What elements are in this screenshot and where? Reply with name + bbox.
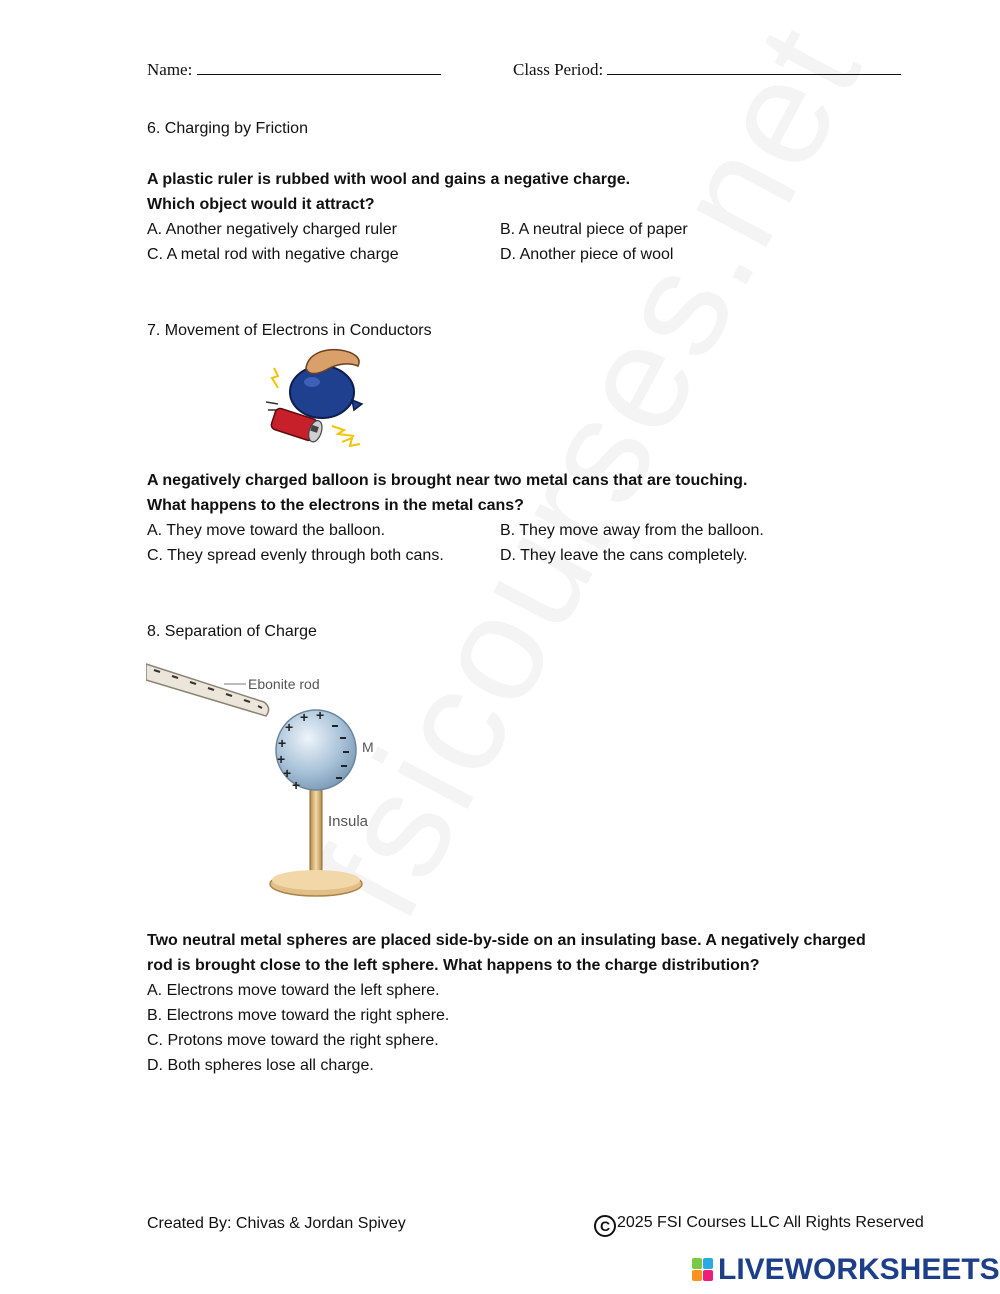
liveworksheets-wordmark: LIVEWORKSHEETS — [718, 1253, 1000, 1286]
svg-text:+: + — [277, 751, 286, 767]
name-input-line[interactable] — [197, 60, 441, 75]
q8-option-b[interactable]: B. Electrons move toward the right sphere. — [147, 1007, 450, 1024]
q7-prompt-line2: What happens to the electrons in the metal cans? — [147, 497, 524, 514]
spark-icon — [342, 438, 360, 446]
q7-title: 7. Movement of Electrons in Conductors — [147, 322, 432, 339]
copyright-icon: C — [594, 1215, 616, 1237]
created-by: Created By: Chivas & Jordan Spivey — [147, 1215, 406, 1232]
q7-option-b[interactable]: B. They move away from the balloon. — [500, 522, 764, 539]
q8-prompt-line2: rod is brought close to the left sphere. What happens to the charge distribution? — [147, 957, 760, 974]
name-field — [147, 60, 441, 80]
svg-text:+: + — [283, 765, 292, 781]
svg-text:+: + — [316, 707, 325, 723]
liveworksheets-logo[interactable] — [692, 1253, 1000, 1287]
balloon-cans-illustration — [262, 346, 374, 452]
q6-option-c[interactable]: C. A metal rod with negative charge — [147, 246, 399, 263]
q8-title: 8. Separation of Charge — [147, 623, 317, 640]
copyright — [594, 1214, 924, 1237]
q8-option-a[interactable]: A. Electrons move toward the left sphere. — [147, 982, 440, 999]
liveworksheets-logo-icon — [692, 1258, 714, 1282]
q6-option-a[interactable]: A. Another negatively charged ruler — [147, 221, 397, 238]
svg-text:+: + — [300, 709, 309, 725]
spark-icon — [332, 426, 354, 436]
q8-prompt-line1: Two neutral metal spheres are placed side-by-side on an insulating base. A negatively charged — [147, 932, 866, 949]
q7-option-a[interactable]: A. They move toward the balloon. — [147, 522, 386, 539]
q8-option-c[interactable]: C. Protons move toward the right sphere. — [147, 1032, 439, 1049]
q6-title: 6. Charging by Friction — [147, 120, 308, 137]
rod-label: Ebonite rod — [248, 676, 320, 692]
q6-prompt-line1: A plastic ruler is rubbed with wool and gains a negative charge. — [147, 171, 631, 188]
svg-text:+: + — [278, 735, 287, 751]
q8-option-d[interactable]: D. Both spheres lose all charge. — [147, 1057, 374, 1074]
q6-option-d[interactable]: D. Another piece of wool — [500, 246, 674, 263]
q6-prompt-line2: Which object would it attract? — [147, 196, 375, 213]
charge-separation-diagram — [146, 658, 374, 904]
q7-option-d[interactable]: D. They leave the cans completely. — [500, 547, 748, 564]
svg-text:+: + — [285, 719, 294, 735]
q6-option-b[interactable]: B. A neutral piece of paper — [500, 221, 688, 238]
metal-label: M — [362, 739, 374, 755]
class-period-label: Class Period: — [513, 60, 604, 79]
q7-option-c[interactable]: C. They spread evenly through both cans. — [147, 547, 444, 564]
class-period-field — [513, 60, 901, 80]
svg-text:+: + — [292, 777, 301, 793]
insulator-label: Insula — [328, 813, 369, 830]
q7-prompt-line1: A negatively charged balloon is brought near two metal cans that are touching. — [147, 472, 748, 489]
name-label: Name: — [147, 60, 193, 79]
class-period-input-line[interactable] — [607, 60, 901, 75]
balloon-icon — [290, 366, 354, 418]
copyright-text: 2025 FSI Courses LLC All Rights Reserved — [617, 1214, 924, 1231]
spark-icon — [272, 368, 278, 388]
